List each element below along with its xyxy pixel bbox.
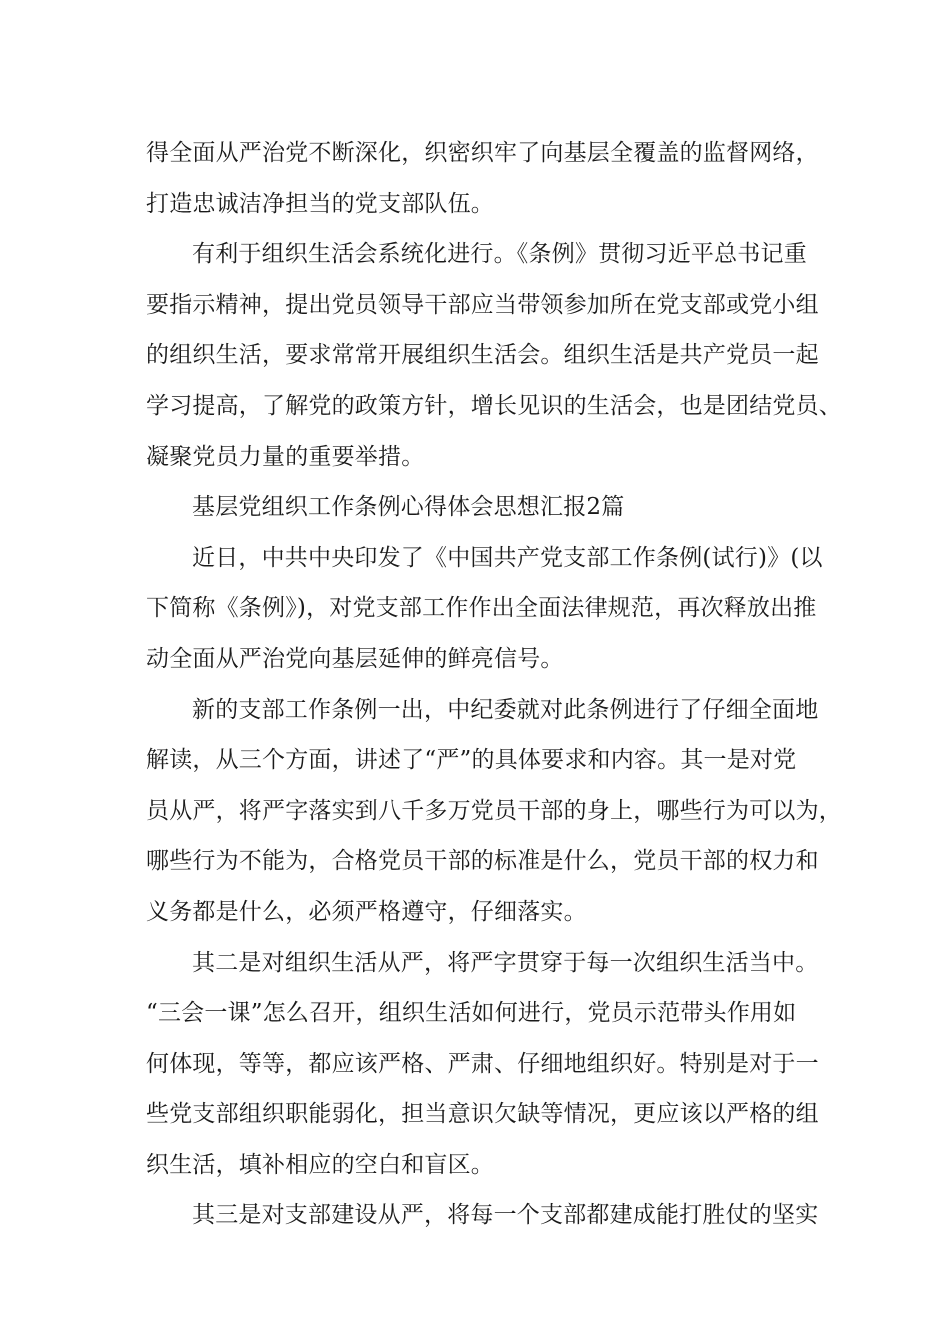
text-line: 其三是对支部建设从严，将每一个支部都建成能打胜仗的坚实: [192, 1202, 819, 1229]
text-line: 义务都是什么，必须严格遵守，仔细落实。: [146, 898, 587, 925]
text-line: “三会一课”怎么召开，组织生活如何进行，党员示范带头作用如: [146, 1000, 797, 1027]
text-line: 织生活，填补相应的空白和盲区。: [146, 1151, 494, 1178]
paragraph-2: [146, 229, 842, 482]
text-line: 打造忠诚洁净担当的党支部队伍。: [146, 190, 494, 217]
text-line: 基层党组织工作条例心得体会思想汇报2篇: [192, 494, 625, 521]
paragraph-1: [146, 128, 819, 229]
text-line: 何体现，等等，都应该严格、严肃、仔细地组织好。特别是对于一: [146, 1050, 819, 1077]
paragraph-3: [146, 533, 823, 685]
document-body: [146, 128, 842, 1241]
paragraph-6: [146, 1190, 819, 1241]
text-line: 动全面从严治党向基层延伸的鲜亮信号。: [146, 645, 564, 672]
text-line: 的组织生活，要求常常开展组织生活会。组织生活是共产党员一起: [146, 342, 819, 369]
text-line: 其二是对组织生活从严，将严字贯穿于每一次组织生活当中。: [192, 949, 819, 976]
text-line: 员从严，将严字落实到八千多万党员干部的身上，哪些行为可以为，: [146, 797, 842, 824]
text-line: 得全面从严治党不断深化，织密织牢了向基层全覆盖的监督网络，: [146, 140, 819, 166]
text-line: 要指示精神，提出党员领导干部应当带领参加所在党支部或党小组: [146, 291, 819, 318]
text-line: 下简称《条例》)，对党支部工作作出全面法律规范，再次释放出推: [146, 595, 817, 622]
section-heading: [146, 482, 806, 533]
text-line: 凝聚党员力量的重要举措。: [146, 443, 425, 470]
paragraph-4: [146, 685, 842, 938]
text-line: 新的支部工作条例一出，中纪委就对此条例进行了仔细全面地: [192, 696, 819, 723]
paragraph-5: [146, 938, 819, 1191]
text-line: 哪些行为不能为，合格党员干部的标准是什么，党员干部的权力和: [146, 848, 819, 875]
text-line: 有利于组织生活会系统化进行。《条例》贯彻习近平总书记重: [192, 241, 807, 268]
text-line: 学习提高，了解党的政策方针，增长见识的生活会，也是团结党员、: [146, 392, 842, 419]
text-line: 些党支部组织职能弱化，担当意识欠缺等情况，更应该以严格的组: [146, 1101, 819, 1128]
text-line: 解读，从三个方面，讲述了“严”的具体要求和内容。其一是对党: [146, 747, 797, 774]
text-line: 近日，中共中央印发了《中国共产党支部工作条例(试行)》(以: [192, 544, 823, 571]
